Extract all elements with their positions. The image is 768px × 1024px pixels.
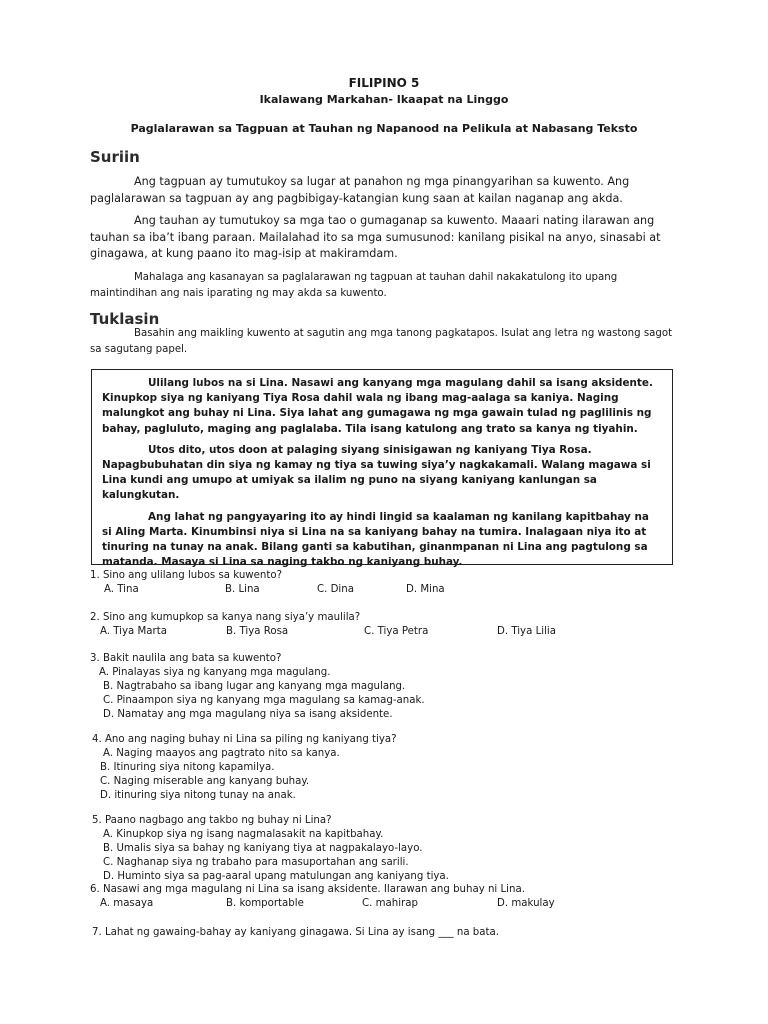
- question-6: 6. Nasawi ang mga magulang ni Lina sa isang aksidente. Ilarawan ang buhay ni Lina.: [90, 884, 525, 895]
- tuklasin-heading: Tuklasin: [90, 310, 160, 328]
- q4-option-a: A. Naging maayos ang pagtrato nito sa kanya.: [103, 748, 340, 759]
- question-4: 4. Ano ang naging buhay ni Lina sa piling ng kaniyang tiya?: [92, 734, 397, 745]
- q3-option-c: C. Pinaampon siya ng kanyang mga magulang sa kamag-anak.: [103, 695, 425, 706]
- q1-option-d: D. Mina: [406, 584, 445, 595]
- story-paragraph-3: Ang lahat ng pangyayaring ito ay hindi lingid sa kaalaman ng kanilang kapitbahay na si Aling Marta. Kinumbinsi niya si Lina na sa kaniyang bahay na tumira. Inalagaan niya ito at tinuring na tunay na anak. Bilang ganti sa kabutihan, ginanmpanan ni Lina ang pagtulong sa matanda. Masaya si Lina sa naging takbo ng kaniyang buhay.: [102, 510, 649, 569]
- q4-option-b: B. Itinuring siya nitong kapamilya.: [100, 762, 275, 773]
- quarter-week-subtitle: Ikalawang Markahan- Ikaapat na Linggo: [259, 93, 509, 106]
- q1-option-b: B. Lina: [225, 584, 260, 595]
- q2-option-c: C. Tiya Petra: [364, 626, 429, 637]
- q5-option-a: A. Kinupkop siya ng isang nagmalasakit na kapitbahay.: [103, 829, 384, 840]
- suriin-heading: Suriin: [90, 148, 140, 166]
- q2-option-b: B. Tiya Rosa: [226, 626, 289, 637]
- q3-option-a: A. Pinalayas siya ng kanyang mga magulang.: [99, 667, 331, 678]
- q6-option-c: C. mahirap: [362, 898, 418, 909]
- story-box: [91, 369, 673, 569]
- q4-option-d: D. itinuring siya nitong tunay na anak.: [100, 790, 296, 801]
- q6-option-a: A. masaya: [100, 898, 154, 909]
- q1-option-c: C. Dina: [317, 584, 354, 595]
- question-5: 5. Paano nagbago ang takbo ng buhay ni Lina?: [92, 815, 332, 826]
- q6-option-b: B. komportable: [226, 898, 304, 909]
- q3-option-d: D. Namatay ang mga magulang niya sa isang aksidente.: [103, 709, 393, 720]
- q5-option-c: C. Naghanap siya ng trabaho para masuportahan ang sarili.: [103, 857, 409, 868]
- q4-option-c: C. Naging miserable ang kanyang buhay.: [100, 776, 310, 787]
- q2-option-a: A. Tiya Marta: [100, 626, 167, 637]
- story-paragraph-1: Ulilang lubos na si Lina. Nasawi ang kanyang mga magulang dahil sa isang aksidente. Kinupkop siya ng kaniyang Tiya Rosa dahil wala ng ibang mag-aalaga sa kaniya. Naging malungkot ang buhay ni Lina. Siya lahat ang gumagawa ng mga gawain tulad ng paglilinis ng bahay, pagluluto, maging ang paglalaba. Tila isang katulong ang trato sa kanya ng tiyahin.: [102, 377, 653, 435]
- question-3: 3. Bakit naulila ang bata sa kuwento?: [90, 653, 282, 664]
- suriin-paragraph-1: Ang tagpuan ay tumutukoy sa lugar at panahon ng mga pinangyarihan sa kuwento. Ang paglalarawan sa tagpuan ay ang pagbibigay-katangian kung saan at kailan naganap ang akda.: [90, 175, 630, 205]
- tuklasin-instruction: Basahin ang maikling kuwento at sagutin ang mga tanong pagkatapos. Isulat ang letra ng wastong sagot sa sagutang papel.: [90, 328, 673, 355]
- q2-option-d: D. Tiya Lilia: [497, 626, 556, 637]
- suriin-paragraph-2: Ang tauhan ay tumutukoy sa mga tao o gumaganap sa kuwento. Maaari nating ilarawan ang tauhan sa iba’t ibang paraan. Mailalahad ito sa mga sumusunod: kanilang pisikal na anyo, sinasabi at ginagawa, at kung paano ito mag-isip at makiramdam.: [90, 214, 661, 260]
- story-paragraph-2: Utos dito, utos doon at palaging siyang sinisigawan ng kaniyang Tiya Rosa. Napagbubuhatan din siya ng kamay ng tiya sa tuwing siya’y nagkakamali. Walang magawa si Lina kundi ang umupo at umiyak sa ilalim ng puno na siyang kaniyang kanlungan sa kalungkutan.: [102, 443, 651, 502]
- q5-option-d: D. Huminto siya sa pag-aaral upang matulungan ang kaniyang tiya.: [103, 871, 449, 882]
- q5-option-b: B. Umalis siya sa bahay ng kaniyang tiya at nagpakalayo-layo.: [103, 843, 423, 854]
- q3-option-b: B. Nagtrabaho sa ibang lugar ang kanyang mga magulang.: [103, 681, 406, 692]
- q1-option-a: A. Tina: [104, 584, 139, 595]
- lesson-title: Paglalarawan sa Tagpuan at Tauhan ng Napanood na Pelikula at Nabasang Teksto: [130, 122, 638, 135]
- question-7: 7. Lahat ng gawaing-bahay ay kaniyang ginagawa. Si Lina ay isang ___ na bata.: [92, 927, 499, 938]
- suriin-paragraph-3: Mahalaga ang kasanayan sa paglalarawan ng tagpuan at tauhan dahil nakakatulong ito upang maintindihan ang nais iparating ng may akda sa kuwento.: [90, 272, 618, 299]
- q6-option-d: D. makulay: [497, 898, 555, 909]
- question-2: 2. Sino ang kumupkop sa kanya nang siya’y maulila?: [90, 612, 361, 623]
- question-1: 1. Sino ang ulilang lubos sa kuwento?: [90, 570, 282, 581]
- subject-title: FILIPINO 5: [348, 76, 420, 90]
